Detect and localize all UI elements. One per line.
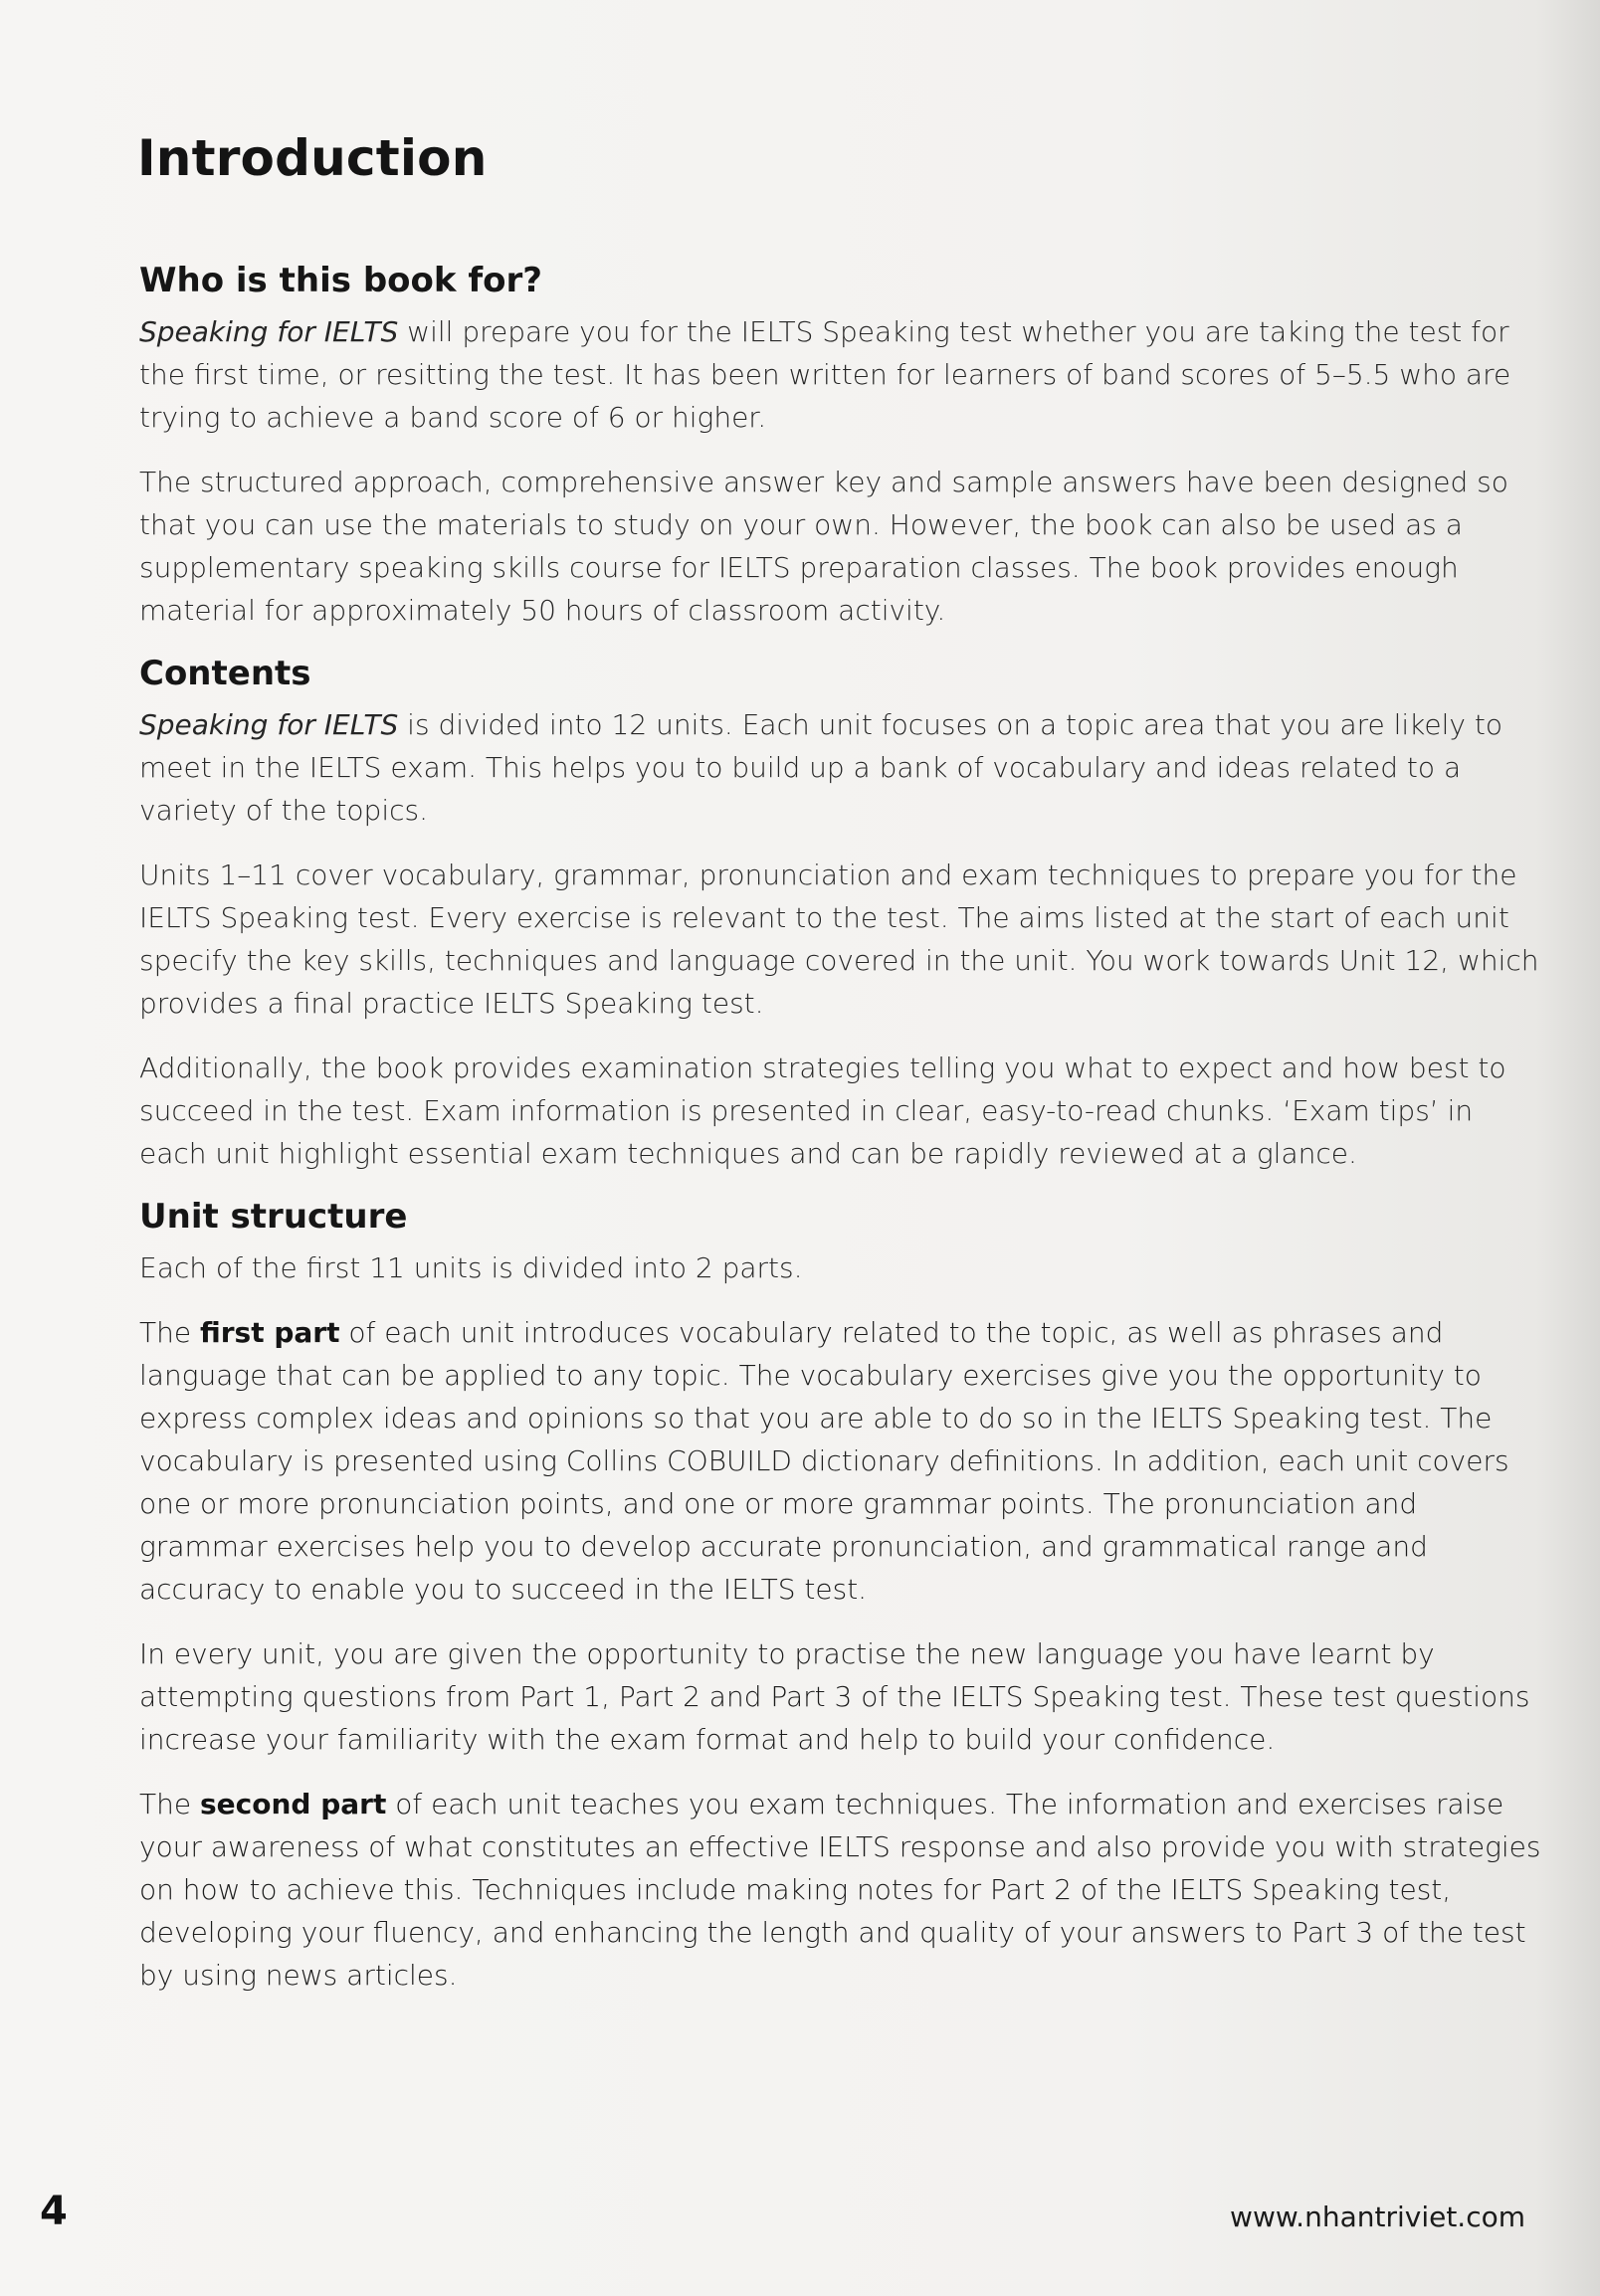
paragraph-contents-3: Additionally, the book provides examination strategies telling you what to expect and how best to succeed in the test. Exam information is presented in clear, easy-to-read chunks. ‘Exam tips’ in each unit highlight essential exam techniques and can be rapidly reviewed at a glance.: [139, 1052, 1506, 1170]
book-title-italic: Speaking for IELTS: [139, 315, 399, 348]
paragraph-unit-4: [139, 1783, 1542, 1997]
page-title: Introduction: [137, 129, 488, 187]
section-heading-unit-structure: Unit structure: [139, 1197, 408, 1237]
paragraph-text: is divided into 12 units. Each unit focuses on a topic area that you are likely to meet in the IELTS exam. This helps you to build up a bank of vocabulary and ideas related to a variety of the topics.: [139, 708, 1502, 827]
paragraph-text: The: [139, 1788, 200, 1820]
paragraph-text: of each unit teaches you exam techniques. The information and exercises raise your awareness of what constitutes an effective IELTS response and also provide you with strategies on how to achieve this. Techniques include making notes for Part 2 of the IELTS Speaking test, developing your fluency, and enhancing the length and quality of your answers to Part 3 of the test by using news articles.: [139, 1788, 1541, 1992]
paragraph-unit-2: [139, 1311, 1542, 1611]
paragraph-who-2: The structured approach, comprehensive answer key and sample answers have been designed so that you can use the materials to study on your own. However, the book can also be used as a supplementary speaking skills course for IELTS preparation classes. The book provides enough material for approximately 50 hours of classroom activity.: [139, 466, 1508, 627]
bold-first-part: first part: [199, 1316, 340, 1349]
page-number: 4: [40, 2189, 68, 2234]
paragraph-unit-3: In every unit, you are given the opportunity to practise the new language you have learnt by attempting questions from Part 1, Part 2 and Part 3 of the IELTS Speaking test. These test questions increase your familiarity with the exam format and help to build your confidence.: [139, 1637, 1530, 1756]
section-contents: [139, 654, 1542, 1175]
paragraph-who-1: [139, 310, 1542, 439]
paragraph-unit-1: Each of the first 11 units is divided into 2 parts.: [139, 1251, 803, 1284]
paragraph-contents-2: Units 1–11 cover vocabulary, grammar, pronunciation and exam techniques to prepare you for the IELTS Speaking test. Every exercise is relevant to the test. The aims listed at the start of each unit specify the key skills, techniques and language covered in the unit. You work towards Unit 12, which provides a final practice IELTS Speaking test.: [139, 859, 1539, 1020]
paragraph-text: of each unit introduces vocabulary related to the topic, as well as phrases and language that can be applied to any topic. The vocabulary exercises give you the opportunity to express complex ideas and opinions so that you are able to do so in the IELTS Speaking test. The vocabulary is presented using Collins COBUILD dictionary definitions. In addition, each unit covers one or more pronunciation points, and one or more grammar points. The pronunciation and grammar exercises help you to develop accurate pronunciation, and grammatical range and accuracy to enable you to succeed in the IELTS test.: [139, 1316, 1509, 1606]
section-unit-structure: [139, 1197, 1542, 1997]
section-who-is-this-book-for: [139, 261, 1542, 632]
section-heading-contents: Contents: [139, 654, 311, 693]
section-heading-who: Who is this book for?: [139, 261, 542, 300]
bold-second-part: second part: [199, 1788, 387, 1820]
footer-website-url: www.nhantriviet.com: [1230, 2200, 1525, 2233]
book-title-italic: Speaking for IELTS: [139, 708, 399, 741]
paragraph-text: The: [139, 1316, 200, 1349]
paragraph-contents-1: [139, 703, 1542, 832]
page-content: [139, 261, 1542, 2018]
paragraph-text: will prepare you for the IELTS Speaking test whether you are taking the test for the first time, or resitting the test. It has been written for learners of band scores of 5–5.5 who are trying to achieve a band score of 6 or higher.: [139, 315, 1511, 434]
